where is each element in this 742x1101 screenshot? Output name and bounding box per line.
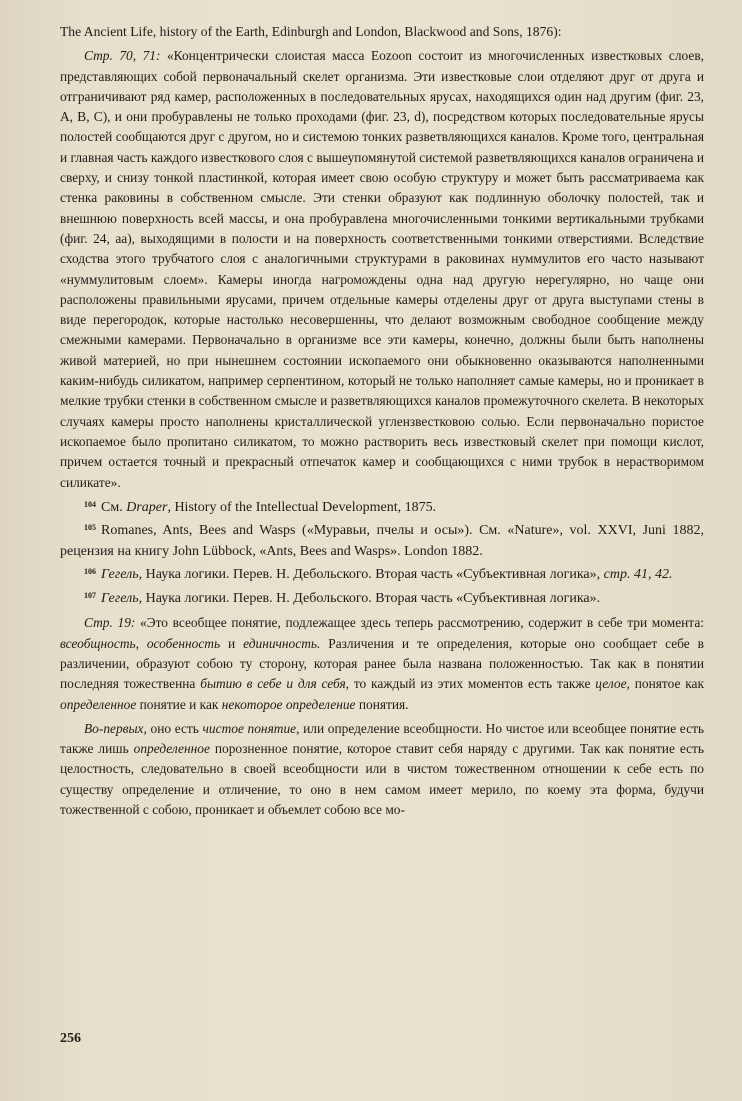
emphasis: определенное <box>60 696 137 712</box>
emphasis: всеобщность, особенность <box>60 635 221 651</box>
emphasis: чистое понятие, <box>202 720 300 736</box>
footnote-number: 107 <box>84 590 96 600</box>
quote-text: понятое как <box>629 676 704 692</box>
footnote-text: Romanes, Ants, Bees and Wasps («Муравьи, пчелы и осы»). См. «Nature», vol. XXVI, Juni 1882, рецензия на книгу John Lübbock, «Ants, Bees and Wasps». London 1882. <box>60 523 704 559</box>
paragraph-pure-concept <box>60 719 704 820</box>
emphasis: бытию в себе и для себя, <box>200 676 350 692</box>
page-reference: Стр. 19: <box>84 615 136 631</box>
quote-text: Различения и те определения, которые оно сообщает себе в различении, образуют собою ту сторону, которая ранее была названа положенностью. Так как в понятии последняя тожественна <box>60 635 704 692</box>
quote-text: понятие и как <box>136 696 222 712</box>
emphasis: единичность. <box>243 635 321 651</box>
page-number: 256 <box>60 1031 81 1046</box>
footnote-text: , Наука логики. Перев. Н. Дебольского. Вторая часть «Субъективная логика», <box>138 567 604 583</box>
quote-eozoon <box>60 46 704 493</box>
page-reference: Стр. 70, 71: <box>84 48 161 64</box>
body-text: или определение всеобщности. Но чистое или всеобщее понятие есть также лишь <box>60 720 704 757</box>
footnote-number: 105 <box>84 523 96 533</box>
footnote-106 <box>60 562 704 586</box>
quote-text: «Концентрически слоистая масса Eozoon состоит из многочисленных известковых слоев, представляющих собой первоначальный скелет организма. Эти известковые слои отделяют друг от друга и отграничивают ряд камер, расположенных в последовательных ярусах, находящихся один над другим (фиг. 23, А, В, С), и они пробуравлены не только проходами (фиг. 23, d), посредством которых последовательные ярусы полостей сообщаются друг с другом, но и системою тонких разветвляющихся каналов. Кроме того, центральная и главная часть каждого известкового слоя с вышеупомянутой системой разветвляющихся каналов ограничена и сверху, и снизу тонкой пластинкой, которая имеет свою особую структуру и может быть рассматриваема как стенка раковины в собственном смысле. Эти стенки образуют как подлинную оболочку полостей, так и внешнюю поверхность всей массы, и она пробуравлена многочисленными тонкими вертикальными трубками (фиг. 24, аа), выходящими в полости и на поверхность соответственными тонкими отверстиями. Вследствие сходства этого трубчатого слоя с аналогичными структурами в раковинах нуммулитов его часто называют «нуммулитовым слоем». Камеры иногда нагромождены одна над другую нерегулярно, но чаще они расположены правильными ярусами, причем отдельные камеры отделены друг от друга выступами стены в виде перегородок, которые настолько несовершенны, что делают возможным свободное сообщение между смежными камерами. Первоначально в организме все эти камеры, конечно, должны были быть наполнены живой материей, но при нынешнем состоянии ископаемого они обыкновенно оказываются наполненными каким-нибудь силикатом, например серпентином, который не только наполняет самые камеры, но и проникает в мелкие трубки стенки в собственном смысле и разветвляющихся каналов промежуточного скелета. В некоторых случаях камеры просто наполнены кристаллической углензвестковою солью. Если первоначально пористое ископаемое было пропитано силикатом, то можно растворить весь известковый скелет при помощи кислот, причем остается точный и прекрасный отпечаток камер и сообщающихся с ними трубок в нерастворимом силикате». <box>60 48 704 490</box>
emphasis: определенное <box>133 741 210 757</box>
footnote-number: 106 <box>84 567 96 577</box>
footnote-text: , History of the Intellectual Development, 1875. <box>167 499 437 515</box>
emphasis: целое, <box>595 676 630 692</box>
quote-text: и <box>220 635 244 651</box>
footnote-107 <box>60 586 704 610</box>
footnote-number: 104 <box>84 499 96 509</box>
bibliography-continuation: The Ancient Life, history of the Earth, Edinburgh and London, Blackwood and Sons, 1876): <box>60 24 562 39</box>
footnote-text: , Наука логики. Перев. Н. Дебольского. Вторая часть «Субъективная логика». <box>138 590 601 606</box>
footnote-author: Гегель <box>101 567 139 583</box>
footnote-105 <box>60 518 704 562</box>
quote-text: то каждый из этих моментов есть также <box>349 676 596 692</box>
quote-text: понятия. <box>355 696 409 712</box>
footnote-104 <box>60 495 704 519</box>
footnote-prefix: См. <box>101 499 127 515</box>
body-text: оно есть <box>146 720 203 736</box>
body-text: порозненное понятие, которое ставит себя наряду с другими. Так как понятие есть целостность, следовательно в своей всеобщности или в чистом тожественном отношении к себе есть по существу определение и отличение, то оно в нем самом имеет мерило, по коему эта форма, будучи тожественной с собою, проникает и объемлет собою все мо- <box>60 741 704 817</box>
footnote-page-ref: стр. 41, 42. <box>603 567 673 583</box>
quote-hegel-concept <box>60 613 704 714</box>
quote-text: «Это всеобщее понятие, подлежащее здесь теперь рассмотрению, содержит в себе три момента: <box>135 615 704 631</box>
emphasis: Во-первых, <box>84 720 147 736</box>
footnote-author: Draper <box>126 499 168 515</box>
footnote-author: Гегель <box>101 590 139 606</box>
emphasis: некоторое определение <box>221 696 356 712</box>
